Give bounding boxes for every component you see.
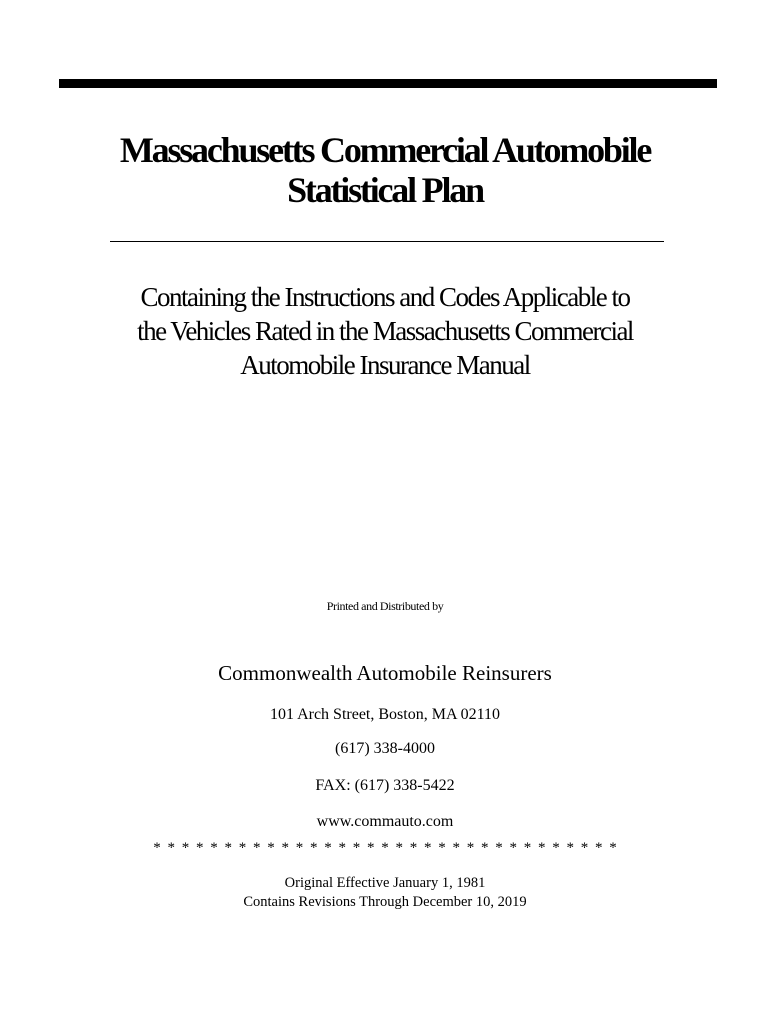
- document-subtitle: [0, 280, 770, 382]
- publisher-phone: (617) 338-4000: [335, 740, 435, 757]
- asterisk-separator: * * * * * * * * * * * * * * * * * * * * * * * * * * * * * * * * *: [153, 840, 617, 856]
- subtitle-line-3: Automobile Insurance Manual: [240, 350, 530, 380]
- top-rule: [59, 79, 717, 88]
- title-line-2: Statistical Plan: [287, 170, 483, 210]
- revision-date: Contains Revisions Through December 10, 2019: [243, 894, 527, 910]
- publisher-website: www.commauto.com: [316, 813, 454, 830]
- original-effective-date: Original Effective January 1, 1981: [284, 875, 486, 891]
- publisher-address: 101 Arch Street, Boston, MA 02110: [269, 706, 501, 723]
- printed-by-label: Printed and Distributed by: [326, 599, 444, 613]
- subtitle-line-1: Containing the Instructions and Codes Applicable to: [140, 282, 630, 312]
- title-line-1: Massachusetts Commercial Automobile: [119, 130, 651, 170]
- effective-dates: [0, 874, 770, 912]
- title-divider: [110, 241, 664, 242]
- subtitle-line-2: the Vehicles Rated in the Massachusetts Commercial: [137, 316, 633, 346]
- publisher-fax: FAX: (617) 338-5422: [315, 777, 455, 794]
- document-title: [0, 130, 770, 210]
- publisher-name: Commonwealth Automobile Reinsurers: [218, 661, 552, 685]
